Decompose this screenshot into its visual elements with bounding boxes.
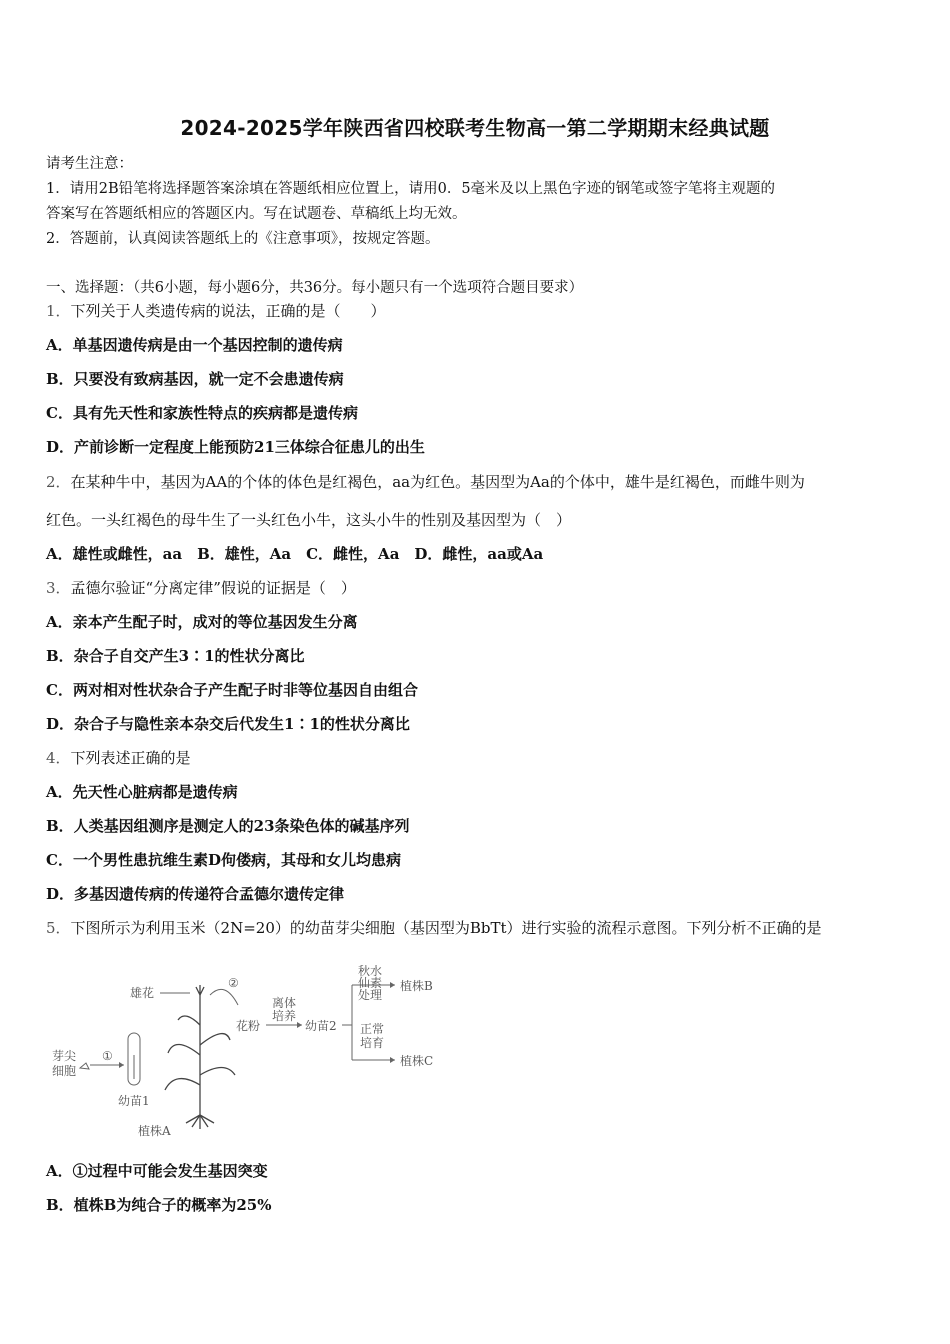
question-1 (46, 300, 386, 321)
option-3a: A．亲本产生配子时，成对的等位基因发生分离 (46, 613, 358, 631)
option-1c: C．具有先天性和家族性特点的疾病都是遗传病 (46, 404, 358, 422)
bud-cell-label: 芽尖 (52, 1049, 77, 1063)
question-number: 1． (46, 302, 71, 320)
option-3c: C．两对相对性状杂合子产生配子时非等位基因自由组合 (46, 681, 418, 699)
culture-label-2: 培养 (272, 1009, 297, 1023)
colchicine-label-1: 秋水 (358, 965, 383, 978)
section-heading: 一、选择题：（共6小题，每小题6分，共36分。每小题只有一个选项符合题目要求） (46, 280, 584, 296)
step-2-label: ② (228, 976, 239, 990)
option-3b: B．杂合子自交产生3∶1的性状分离比 (46, 647, 305, 665)
pollen-label: 花粉 (236, 1019, 261, 1033)
arrow-head-culture (297, 1022, 302, 1028)
question-stem: 孟德尔验证“分离定律”假说的证据是（ ） (70, 579, 356, 597)
question-stem: 下列表述正确的是 (70, 749, 191, 767)
option-4a: A．先天性心脏病都是遗传病 (46, 783, 238, 801)
step-1-label: ① (102, 1049, 113, 1063)
question-2-stem-cont: 红色。一头红褐色的母牛生了一头红色小牛，这头小牛的性别及基因型为（ ） (46, 511, 572, 529)
option-1a: A．单基因遗传病是由一个基因控制的遗传病 (46, 336, 343, 354)
option-5b: B．植株B为纯合子的概率为25% (46, 1196, 272, 1214)
page-title: 2024-2025学年陕西省四校联考生物高一第二学期期末经典试题 (180, 116, 770, 140)
question-4 (46, 747, 191, 768)
colchicine-label-3: 处理 (358, 988, 383, 1002)
seedling-2-label: 幼苗2 (305, 1019, 337, 1033)
arrow-head-c (390, 1057, 395, 1063)
question-number: 2． (46, 473, 71, 491)
option-4d: D．多基因遗传病的传递符合孟德尔遗传定律 (46, 885, 345, 903)
option-1d: D．产前诊断一定程度上能预防21三体综合征患儿的出生 (46, 438, 425, 456)
colchicine-label-2: 仙素 (358, 976, 383, 990)
question-stem: 在某种牛中，基因为AA的个体的体色是红褐色，aa为红色。基因型为Aa的个体中，雄牛是红褐色，而雌牛则为 (70, 473, 805, 491)
seedling-1-label: 幼苗1 (118, 1094, 150, 1108)
question-stem: 下图所示为利用玉米（2N=20）的幼苗芽尖细胞（基因型为BbTt）进行实验的流程示意图。下列分析不正确的是 (70, 919, 822, 937)
option-5a: A．①过程中可能会发生基因突变 (46, 1162, 268, 1180)
arrow-2 (210, 989, 238, 1005)
normal-label-2: 培育 (360, 1036, 385, 1050)
question-5 (46, 917, 822, 938)
question-stem: 下列关于人类遗传病的说法，正确的是（ ） (70, 302, 386, 320)
bud-cell-label-2: 细胞 (52, 1064, 77, 1078)
notice-heading: 请考生注意： (46, 156, 133, 172)
culture-label-1: 离体 (272, 996, 297, 1010)
male-flower-label: 雄花 (130, 986, 155, 1000)
corn-experiment-diagram (50, 965, 450, 1140)
notice-line-1a: 1．请用2B铅笔将选择题答案涂填在答题纸相应位置上，请用0．5毫米及以上黑色字迹的钢笔或签字笔将主观题的 (46, 181, 776, 197)
question-number: 5． (46, 919, 71, 937)
option-3d: D．杂合子与隐性亲本杂交后代发生1∶1的性状分离比 (46, 715, 410, 733)
cell-shape (80, 1063, 89, 1069)
arrow-head-b (390, 982, 395, 988)
notice-line-2: 2．答题前，认真阅读答题纸上的《注意事项》，按规定答题。 (46, 231, 440, 247)
option-4b: B．人类基因组测序是测定人的23条染色体的碱基序列 (46, 817, 410, 835)
corn-plant-icon (165, 985, 235, 1129)
question-3 (46, 577, 356, 598)
flow-diagram-svg (50, 965, 450, 1140)
notice-line-1b: 答案写在答题纸相应的答题区内。写在试题卷、草稿纸上均无效。 (46, 206, 467, 222)
question-2 (46, 471, 805, 492)
options-2-inline: A．雄性或雌性，aa B．雄性，Aa C．雌性，Aa D．雌性，aa或Aa (46, 545, 544, 563)
normal-label-1: 正常 (360, 1022, 385, 1036)
arrow-head-1 (119, 1062, 124, 1068)
plant-b-label: 植株B (400, 979, 433, 993)
question-number: 3． (46, 579, 71, 597)
option-1b: B．只要没有致病基因，就一定不会患遗传病 (46, 370, 344, 388)
plant-a-label: 植株A (138, 1124, 171, 1138)
question-number: 4． (46, 749, 71, 767)
option-4c: C．一个男性患抗维生素D佝偻病，其母和女儿均患病 (46, 851, 401, 869)
plant-c-label: 植株C (400, 1054, 434, 1068)
